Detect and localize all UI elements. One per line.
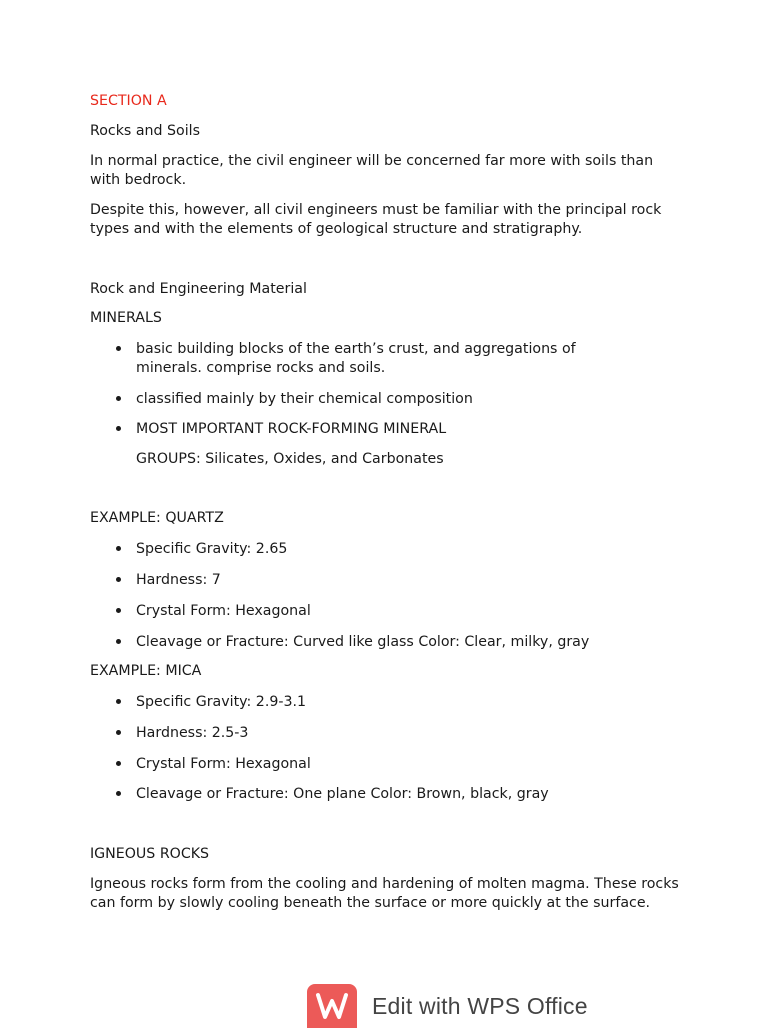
subtitle: Rocks and Soils bbox=[90, 123, 200, 139]
bullet-icon bbox=[113, 693, 123, 712]
section-title: SECTION A bbox=[90, 93, 167, 109]
bullet-icon bbox=[113, 540, 123, 559]
list-item-text: Cleavage or Fracture: One plane Color: Brown, black, gray bbox=[136, 786, 549, 802]
list-item-text: Crystal Form: Hexagonal bbox=[136, 756, 311, 772]
bullet-icon bbox=[113, 390, 123, 409]
list-item-text: Hardness: 7 bbox=[136, 572, 221, 588]
heading-minerals: MINERALS bbox=[90, 310, 162, 326]
bullet-icon bbox=[113, 785, 123, 804]
list-item-text: Cleavage or Fracture: Curved like glass Color: Clear, milky, gray bbox=[136, 634, 590, 650]
igneous-paragraph: Igneous rocks form from the cooling and hardening of molten magma. These rocks can form by slowly cooling beneath the surface or more quickly at the surface. bbox=[90, 876, 679, 911]
list-item-text: Specific Gravity: 2.65 bbox=[136, 541, 288, 557]
list-item-text: classified mainly by their chemical composition bbox=[136, 391, 473, 407]
bullet-icon bbox=[113, 724, 123, 743]
bullet-icon bbox=[113, 755, 123, 774]
list-item-text: Crystal Form: Hexagonal bbox=[136, 603, 311, 619]
bullet-icon bbox=[113, 420, 123, 439]
minerals-groups: GROUPS: Silicates, Oxides, and Carbonates bbox=[136, 451, 444, 467]
bullet-icon bbox=[113, 602, 123, 621]
bullet-icon bbox=[113, 340, 123, 359]
list-item-text: MOST IMPORTANT ROCK-FORMING MINERAL bbox=[136, 421, 447, 437]
list-item-text: Specific Gravity: 2.9-3.1 bbox=[136, 694, 307, 710]
bullet-icon bbox=[113, 571, 123, 590]
edit-with-wps-office-label: Edit with WPS Office bbox=[372, 992, 588, 1019]
edit-with-wps-office-button[interactable] bbox=[307, 984, 588, 1028]
intro-paragraph-2: Despite this, however, all civil engineers must be familiar with the principal rock types and with the elements of geological structure and stratigraphy. bbox=[90, 202, 662, 237]
heading-example-quartz: EXAMPLE: QUARTZ bbox=[90, 510, 224, 526]
wps-logo-icon bbox=[307, 984, 357, 1028]
heading-rock-engineering-material: Rock and Engineering Material bbox=[90, 281, 307, 297]
intro-paragraph-1: In normal practice, the civil engineer will be concerned far more with soils than with bedrock. bbox=[90, 153, 654, 188]
heading-example-mica: EXAMPLE: MICA bbox=[90, 663, 202, 679]
list-item-text: basic building blocks of the earth’s crust, and aggregations of minerals. comprise rocks and soils. bbox=[136, 341, 576, 376]
heading-igneous-rocks: IGNEOUS ROCKS bbox=[90, 846, 210, 862]
bullet-icon bbox=[113, 633, 123, 652]
list-item-text: Hardness: 2.5-3 bbox=[136, 725, 249, 741]
